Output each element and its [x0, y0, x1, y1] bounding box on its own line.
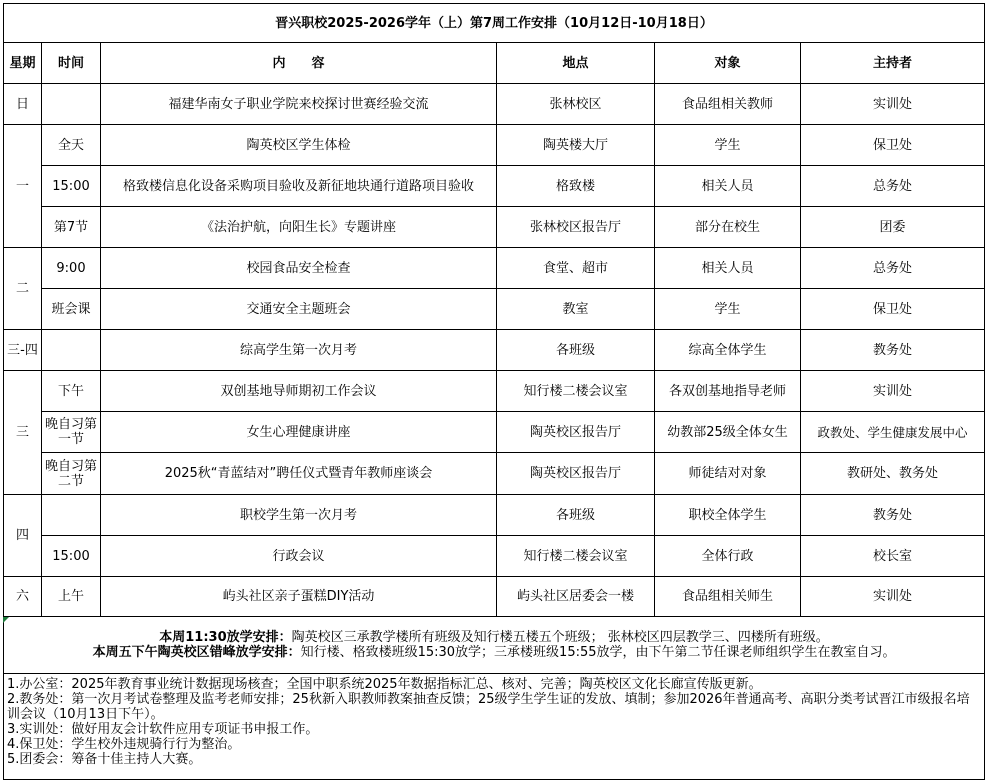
cell-content: 行政会议 [101, 536, 497, 577]
cell-place: 陶英楼大厅 [497, 125, 655, 166]
cell-content: 2025秋“青蓝结对”聘任仪式暨青年教师座谈会 [101, 453, 497, 495]
cell-content: 女生心理健康讲座 [101, 412, 497, 453]
table-row [4, 412, 985, 453]
cell-host: 团委 [801, 207, 985, 248]
cell-host: 实训处 [801, 577, 985, 617]
dismissal-notice [4, 617, 985, 674]
cell-place: 各班级 [497, 330, 655, 371]
cell-content: 交通安全主题班会 [101, 289, 497, 330]
day-saturday: 六 [4, 577, 42, 617]
cell-content: 屿头社区亲子蛋糕DIY活动 [101, 577, 497, 617]
day-wednesday: 三 [4, 371, 42, 495]
cell-host: 政教处、学生健康发展中心 [801, 412, 985, 453]
cell-content: 格致楼信息化设备采购项目验收及新征地块通行道路项目验收 [101, 166, 497, 207]
cell-host: 实训处 [801, 84, 985, 125]
cell-time: 15:00 [42, 536, 101, 577]
cell-host: 保卫处 [801, 289, 985, 330]
cell-time: 上午 [42, 577, 101, 617]
page-title: 晋兴职校2025-2026学年（上）第7周工作安排（10月12日-10月18日） [4, 4, 985, 43]
cell-host: 教研处、教务处 [801, 453, 985, 495]
cell-time: 全天 [42, 125, 101, 166]
day-tuesday: 二 [4, 248, 42, 330]
note-item: 4.保卫处：学生校外违规骑行行为整治。 [7, 737, 241, 752]
day-wed-thu: 三-四 [4, 330, 42, 371]
cell-host: 校长室 [801, 536, 985, 577]
note-item: 5.团委会：筹备十佳主持人大赛。 [7, 752, 202, 767]
cell-time [42, 330, 101, 371]
cell-content: 福建华南女子职业学院来校探讨世赛经验交流 [101, 84, 497, 125]
cell-target: 部分在校生 [655, 207, 801, 248]
day-monday: 一 [4, 125, 42, 248]
table-row [4, 248, 985, 289]
cell-place: 张林校区 [497, 84, 655, 125]
cell-content: 《法治护航，向阳生长》专题讲座 [101, 207, 497, 248]
note-item: 1.办公室：2025年教育事业统计数据现场核查；全国中职系统2025年数据指标汇总、核对、完善；陶英校区文化长廊宣传版更新。 [7, 677, 762, 692]
header-host: 主持者 [801, 43, 985, 84]
cell-target: 食品组相关教师 [655, 84, 801, 125]
table-row [4, 371, 985, 412]
day-sunday: 日 [4, 84, 42, 125]
header-target: 对象 [655, 43, 801, 84]
table-row [4, 289, 985, 330]
table-row [4, 84, 985, 125]
table-row [4, 495, 985, 536]
day-thursday: 四 [4, 495, 42, 577]
cell-place: 知行楼二楼会议室 [497, 371, 655, 412]
header-day: 星期 [4, 43, 42, 84]
cell-time: 9:00 [42, 248, 101, 289]
cell-time [42, 495, 101, 536]
table-row [4, 207, 985, 248]
header-row [4, 43, 985, 84]
cell-place: 张林校区报告厅 [497, 207, 655, 248]
cell-host: 保卫处 [801, 125, 985, 166]
table-row [4, 453, 985, 495]
cell-target: 学生 [655, 125, 801, 166]
cell-content: 综高学生第一次月考 [101, 330, 497, 371]
cell-target: 幼教部25级全体女生 [655, 412, 801, 453]
cell-place: 陶英校区报告厅 [497, 412, 655, 453]
cell-target: 各双创基地指导老师 [655, 371, 801, 412]
cell-target: 食品组相关师生 [655, 577, 801, 617]
table-row [4, 577, 985, 617]
cell-target: 综高全体学生 [655, 330, 801, 371]
cell-content: 陶英校区学生体检 [101, 125, 497, 166]
cell-host: 总务处 [801, 248, 985, 289]
table-row [4, 330, 985, 371]
cell-target: 师徒结对对象 [655, 453, 801, 495]
cell-target: 全体行政 [655, 536, 801, 577]
cell-host: 实训处 [801, 371, 985, 412]
notice-line-1-label: 本周11:30放学安排： [159, 630, 292, 645]
cell-target: 职校全体学生 [655, 495, 801, 536]
cell-content: 职校学生第一次月考 [101, 495, 497, 536]
cell-host: 总务处 [801, 166, 985, 207]
header-place: 地点 [497, 43, 655, 84]
note-item: 2.教务处：第一次月考试卷整理及监考老师安排；25秋新入职教师教案抽查反馈；25级学生学生证的发放、填制；参加2026年普通高考、高职分类考试晋江市级报名培训会议（10月13日下午）。 [7, 692, 970, 722]
cell-time: 晚自习第二节 [42, 453, 101, 495]
notice-line-1 [6, 630, 982, 645]
cell-place: 知行楼二楼会议室 [497, 536, 655, 577]
header-content: 内 容 [101, 43, 497, 84]
cell-comment-marker [3, 617, 9, 623]
cell-time: 下午 [42, 371, 101, 412]
notice-line-1-text: 陶英校区三承教学楼所有班级及知行楼五楼五个班级； 张林校区四层教学三、四楼所有班级。 [291, 630, 829, 645]
cell-target: 学生 [655, 289, 801, 330]
table-row [4, 166, 985, 207]
table-row [4, 536, 985, 577]
cell-place: 屿头社区居委会一楼 [497, 577, 655, 617]
cell-target: 相关人员 [655, 166, 801, 207]
department-notes [4, 674, 985, 780]
table-row [4, 125, 985, 166]
cell-place: 食堂、超市 [497, 248, 655, 289]
cell-place: 陶英校区报告厅 [497, 453, 655, 495]
notice-line-2 [6, 645, 982, 660]
cell-place: 各班级 [497, 495, 655, 536]
cell-place: 格致楼 [497, 166, 655, 207]
notice-line-2-label: 本周五下午陶英校区错峰放学安排： [92, 645, 301, 660]
cell-place: 教室 [497, 289, 655, 330]
cell-host: 教务处 [801, 495, 985, 536]
weekly-schedule-table [3, 3, 985, 780]
cell-time [42, 84, 101, 125]
cell-time: 第7节 [42, 207, 101, 248]
note-item: 3.实训处：做好用友会计软件应用专项证书申报工作。 [7, 722, 319, 737]
cell-time: 班会课 [42, 289, 101, 330]
cell-content: 校园食品安全检查 [101, 248, 497, 289]
cell-target: 相关人员 [655, 248, 801, 289]
cell-time: 晚自习第一节 [42, 412, 101, 453]
cell-time: 15:00 [42, 166, 101, 207]
cell-content: 双创基地导师期初工作会议 [101, 371, 497, 412]
header-time: 时间 [42, 43, 101, 84]
notice-line-2-text: 知行楼、格致楼班级15:30放学；三承楼班级15:55放学，由下午第二节任课老师组织学生在教室自习。 [300, 645, 896, 660]
cell-host: 教务处 [801, 330, 985, 371]
schedule-sheet [3, 3, 984, 780]
